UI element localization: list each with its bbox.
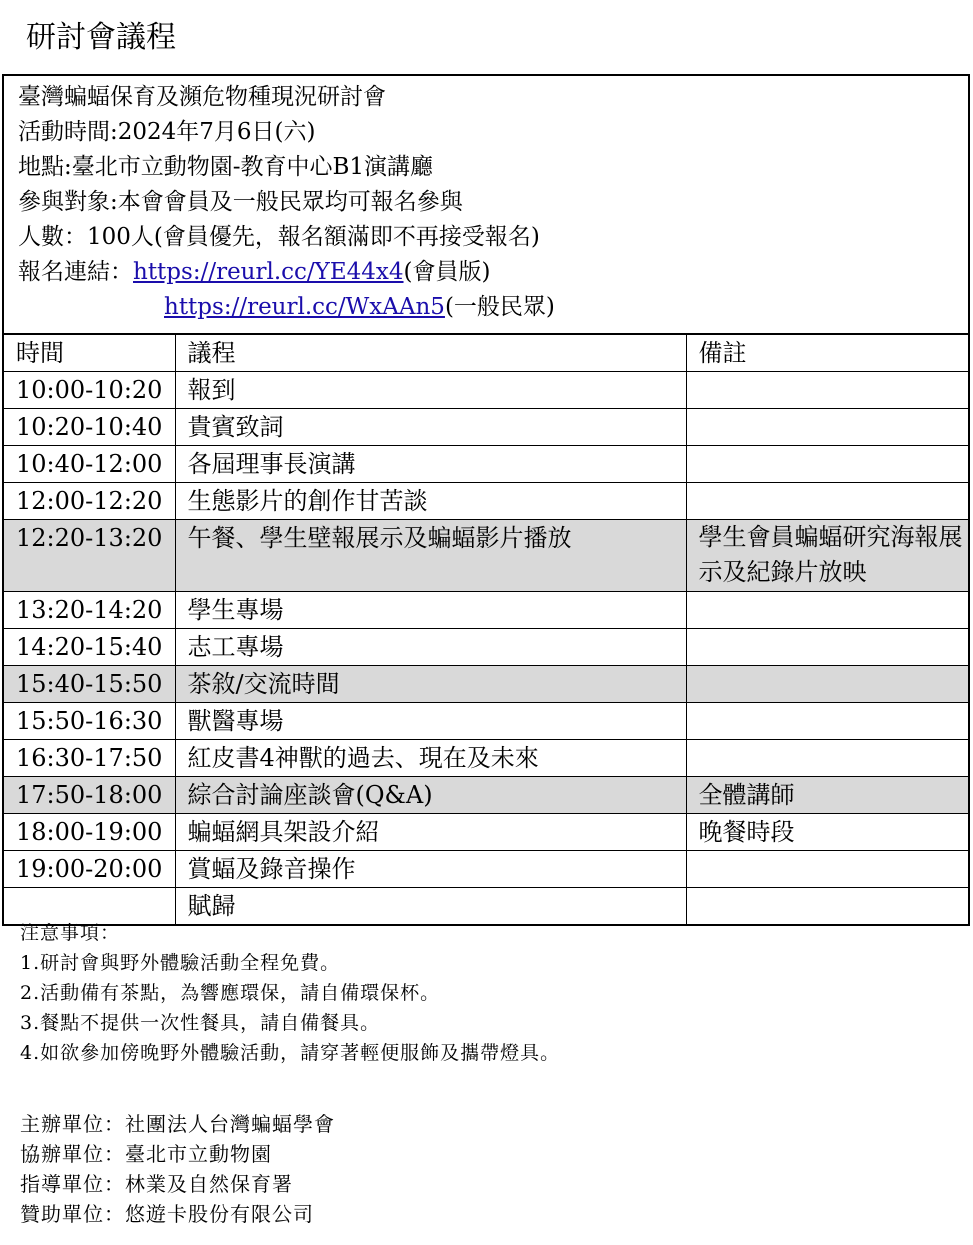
- signup-line-member: [18, 255, 968, 290]
- schedule-header-row: [4, 335, 968, 372]
- notes-section: [20, 918, 560, 1068]
- row-time: 12:00-12:20: [4, 483, 175, 520]
- row-program: 午餐、學生壁報展示及蝙蝠影片播放: [175, 520, 686, 592]
- signup-link-member[interactable]: https://reurl.cc/YE44x4: [133, 259, 404, 285]
- table-row: [4, 629, 968, 666]
- table-row-shaded: [4, 666, 968, 703]
- table-row: [4, 409, 968, 446]
- organizers-section: [20, 1109, 335, 1229]
- row-remark: [686, 409, 968, 446]
- header-program: 議程: [175, 335, 686, 372]
- row-program: 學生專場: [175, 592, 686, 629]
- table-row: [4, 851, 968, 888]
- table-row: [4, 740, 968, 777]
- table-row: [4, 592, 968, 629]
- organizer-line: 協辦單位：臺北市立動物園: [20, 1142, 272, 1166]
- row-program: 茶敘/交流時間: [175, 666, 686, 703]
- row-remark: [686, 372, 968, 409]
- notes-title: 注意事項：: [20, 922, 121, 944]
- table-row-shaded: [4, 777, 968, 814]
- agenda-sheet: [2, 74, 970, 926]
- row-remark: [686, 888, 968, 925]
- organizer-line: 主辦單位：社團法人台灣蝙蝠學會: [20, 1112, 335, 1136]
- row-program: 賞蝠及錄音操作: [175, 851, 686, 888]
- organizer-line: 指導單位：林業及自然保育署: [20, 1172, 293, 1196]
- row-program: 貴賓致詞: [175, 409, 686, 446]
- row-time: 15:50-16:30: [4, 703, 175, 740]
- row-remark: [686, 592, 968, 629]
- schedule-table: [4, 335, 968, 924]
- row-remark: [686, 851, 968, 888]
- event-audience: 參與對象:本會會員及一般民眾均可報名參與: [18, 189, 463, 215]
- table-row: [4, 372, 968, 409]
- page-title: 研討會議程: [26, 20, 176, 55]
- row-program: 生態影片的創作甘苦談: [175, 483, 686, 520]
- row-time: 15:40-15:50: [4, 666, 175, 703]
- row-time: 10:20-10:40: [4, 409, 175, 446]
- signup-label: 報名連結：: [18, 259, 133, 285]
- organizer-line: 贊助單位：悠遊卡股份有限公司: [20, 1202, 314, 1226]
- event-venue: 地點:臺北市立動物園-教育中心B1演講廳: [18, 154, 434, 180]
- row-time: 10:00-10:20: [4, 372, 175, 409]
- row-remark: [686, 483, 968, 520]
- row-time: 13:20-14:20: [4, 592, 175, 629]
- table-row: [4, 446, 968, 483]
- row-time: 12:20-13:20: [4, 520, 175, 592]
- row-time: 14:20-15:40: [4, 629, 175, 666]
- row-program: 志工專場: [175, 629, 686, 666]
- signup-note-public: (一般民眾): [444, 294, 555, 320]
- header-time: 時間: [4, 335, 175, 372]
- table-row: [4, 814, 968, 851]
- row-program: 各屆理事長演講: [175, 446, 686, 483]
- signup-note-member: (會員版): [403, 259, 491, 285]
- event-info: [4, 76, 968, 335]
- row-program: 蝙蝠網具架設介紹: [175, 814, 686, 851]
- row-program: 賦歸: [175, 888, 686, 925]
- table-row: [4, 703, 968, 740]
- row-remark: [686, 666, 968, 703]
- row-remark: 晚餐時段: [686, 814, 968, 851]
- row-time: 17:50-18:00: [4, 777, 175, 814]
- table-row: [4, 483, 968, 520]
- event-capacity: 人數：100人(會員優先，報名額滿即不再接受報名): [18, 224, 540, 250]
- row-time: 18:00-19:00: [4, 814, 175, 851]
- note-item: 1.研討會與野外體驗活動全程免費。: [20, 952, 341, 974]
- row-time: 16:30-17:50: [4, 740, 175, 777]
- table-row-shaded: [4, 520, 968, 592]
- header-remark: 備註: [686, 335, 968, 372]
- row-remark: 全體講師: [686, 777, 968, 814]
- row-program: 報到: [175, 372, 686, 409]
- note-item: 4.如欲參加傍晚野外體驗活動，請穿著輕便服飾及攜帶燈具。: [20, 1042, 561, 1064]
- row-remark: [686, 740, 968, 777]
- row-time: 19:00-20:00: [4, 851, 175, 888]
- row-time: 10:40-12:00: [4, 446, 175, 483]
- signup-link-public[interactable]: https://reurl.cc/WxAAn5: [164, 294, 445, 320]
- event-name: 臺灣蝙蝠保育及瀕危物種現況研討會: [18, 84, 386, 110]
- event-time: 活動時間:2024年7月6日(六): [18, 119, 316, 145]
- note-item: 2.活動備有茶點，為響應環保，請自備環保杯。: [20, 982, 441, 1004]
- row-program: 獸醫專場: [175, 703, 686, 740]
- row-program: 綜合討論座談會(Q&A): [175, 777, 686, 814]
- row-program: 紅皮書4神獸的過去、現在及未來: [175, 740, 686, 777]
- row-remark: 學生會員蝙蝠研究海報展示及紀錄片放映: [686, 520, 968, 592]
- row-remark: [686, 629, 968, 666]
- row-remark: [686, 703, 968, 740]
- note-item: 3.餐點不提供一次性餐具，請自備餐具。: [20, 1012, 381, 1034]
- row-remark: [686, 446, 968, 483]
- signup-line-public: [18, 290, 968, 325]
